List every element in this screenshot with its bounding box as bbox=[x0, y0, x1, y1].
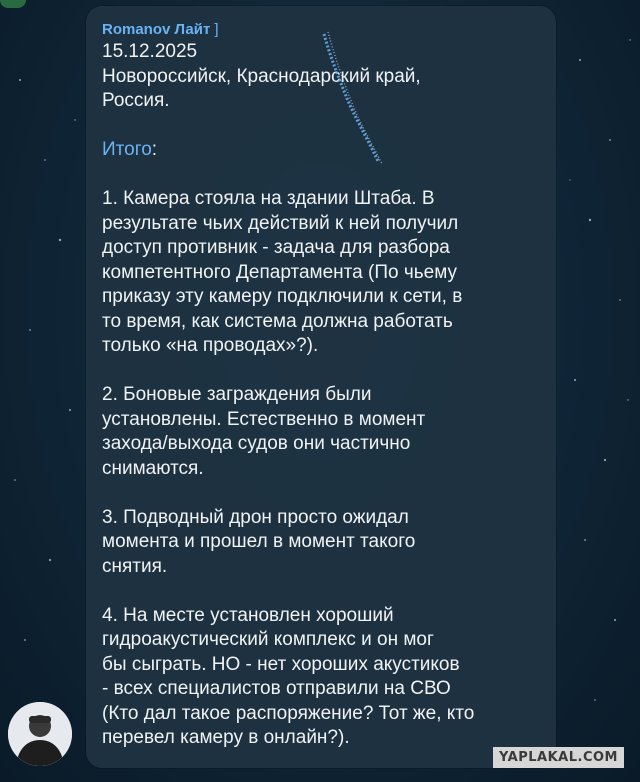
point-line: гидроакустический комплекс и он мог bbox=[102, 629, 434, 650]
point-line: захода/выхода судов они частично bbox=[102, 433, 411, 454]
user-avatar[interactable] bbox=[8, 702, 72, 766]
point-line: только «на проводах»?). bbox=[102, 335, 319, 356]
point-line: установлены. Естественно в момент bbox=[102, 408, 426, 430]
point-line: бы сыграть. НО - нет хороших акустиков bbox=[102, 653, 460, 675]
point-4 bbox=[102, 604, 546, 751]
point-line: доступ противник - задача для разбора bbox=[102, 237, 450, 258]
point-line: 2. Боновые заграждения были bbox=[102, 384, 372, 405]
summary-colon: : bbox=[151, 139, 158, 160]
point-2 bbox=[102, 383, 546, 481]
point-1 bbox=[102, 187, 546, 359]
point-line: перевел камеру в онлайн?). bbox=[102, 727, 350, 748]
point-line: снятия. bbox=[102, 555, 168, 577]
message-sender[interactable] bbox=[102, 20, 546, 40]
point-line: 3. Подводный дрон просто ожидал bbox=[102, 506, 409, 528]
point-line: - всех специалистов отправили на СВО bbox=[102, 678, 451, 699]
point-line: (Кто дал такое распоряжение? Тот же, кто bbox=[102, 702, 475, 724]
summary-heading bbox=[102, 138, 546, 163]
summary-label[interactable]: Итого bbox=[102, 139, 152, 160]
previous-avatar-fragment bbox=[0, 0, 26, 8]
sender-suffix: ] bbox=[214, 21, 219, 38]
site-watermark: YAPLAKAL.COM bbox=[493, 747, 624, 768]
message-date: 15.12.2025 bbox=[102, 41, 198, 62]
point-line: результате чьих действий к ней получил bbox=[102, 212, 459, 234]
point-line: 4. На месте установлен хороший bbox=[102, 604, 394, 626]
point-line: компетентного Департамента (По чьему bbox=[102, 261, 457, 283]
point-line: снимаются. bbox=[102, 457, 204, 479]
message-location-line2: Россия. bbox=[102, 90, 170, 111]
message-bubble[interactable] bbox=[86, 6, 556, 768]
user-avatar-photo-icon bbox=[8, 702, 72, 766]
message-location-line1: Новороссийск, Краснодарский край, bbox=[102, 65, 421, 87]
sender-name[interactable]: Romanov Лайт bbox=[102, 21, 211, 38]
point-line: приказу эту камеру подключили к сети, в bbox=[102, 286, 463, 307]
point-line: 1. Камера стояла на здании Штаба. В bbox=[102, 188, 435, 209]
point-line: момента и прошел в момент такого bbox=[102, 531, 416, 552]
point-3 bbox=[102, 506, 546, 580]
point-line: то время, как система должна работать bbox=[102, 310, 453, 332]
